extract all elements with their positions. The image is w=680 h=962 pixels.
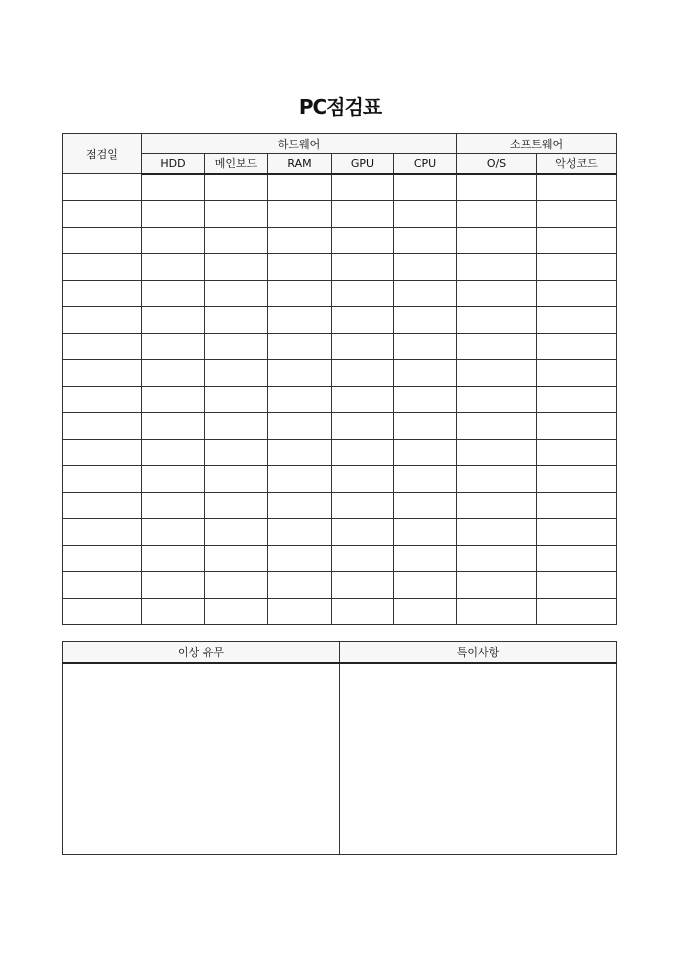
ram-cell[interactable]	[268, 439, 332, 466]
gpu-cell[interactable]	[332, 227, 394, 254]
mainboard-cell[interactable]	[205, 386, 268, 413]
hdd-cell[interactable]	[142, 360, 205, 387]
table-row	[63, 519, 617, 546]
os-cell[interactable]	[457, 413, 537, 440]
malware-cell[interactable]	[537, 466, 617, 493]
os-cell[interactable]	[457, 174, 537, 201]
malware-cell[interactable]	[537, 333, 617, 360]
hdd-cell[interactable]	[142, 545, 205, 572]
table-row	[63, 307, 617, 334]
cpu-cell[interactable]	[394, 386, 457, 413]
hdd-cell[interactable]	[142, 254, 205, 281]
table-row	[63, 545, 617, 572]
remarks-field[interactable]	[340, 663, 617, 855]
gpu-cell[interactable]	[332, 439, 394, 466]
ram-cell[interactable]	[268, 201, 332, 228]
malware-cell[interactable]	[537, 598, 617, 625]
cpu-cell[interactable]	[394, 413, 457, 440]
hdd-cell[interactable]	[142, 307, 205, 334]
malware-cell[interactable]	[537, 307, 617, 334]
date-cell[interactable]	[63, 360, 142, 387]
date-cell[interactable]	[63, 413, 142, 440]
malware-cell[interactable]	[537, 492, 617, 519]
mainboard-cell[interactable]	[205, 572, 268, 599]
header-ram: RAM	[268, 154, 332, 174]
mainboard-cell[interactable]	[205, 360, 268, 387]
cpu-cell[interactable]	[394, 333, 457, 360]
os-cell[interactable]	[457, 360, 537, 387]
os-cell[interactable]	[457, 572, 537, 599]
gpu-cell[interactable]	[332, 466, 394, 493]
hdd-cell[interactable]	[142, 174, 205, 201]
header-cpu: CPU	[394, 154, 457, 174]
ram-cell[interactable]	[268, 466, 332, 493]
hdd-cell[interactable]	[142, 598, 205, 625]
ram-cell[interactable]	[268, 254, 332, 281]
mainboard-cell[interactable]	[205, 227, 268, 254]
os-cell[interactable]	[457, 545, 537, 572]
issue-status-field[interactable]	[63, 663, 340, 855]
hdd-cell[interactable]	[142, 386, 205, 413]
os-cell[interactable]	[457, 254, 537, 281]
malware-cell[interactable]	[537, 439, 617, 466]
date-cell[interactable]	[63, 254, 142, 281]
table-row	[63, 492, 617, 519]
date-cell[interactable]	[63, 201, 142, 228]
header-mainboard: 메인보드	[205, 154, 268, 174]
cpu-cell[interactable]	[394, 201, 457, 228]
malware-cell[interactable]	[537, 572, 617, 599]
header-os: O/S	[457, 154, 537, 174]
table-row	[63, 466, 617, 493]
date-cell[interactable]	[63, 333, 142, 360]
gpu-cell[interactable]	[332, 572, 394, 599]
mainboard-cell[interactable]	[205, 174, 268, 201]
malware-cell[interactable]	[537, 386, 617, 413]
cpu-cell[interactable]	[394, 280, 457, 307]
hdd-cell[interactable]	[142, 227, 205, 254]
table-row	[63, 598, 617, 625]
gpu-cell[interactable]	[332, 413, 394, 440]
gpu-cell[interactable]	[332, 280, 394, 307]
date-cell[interactable]	[63, 572, 142, 599]
cpu-cell[interactable]	[394, 545, 457, 572]
date-cell[interactable]	[63, 280, 142, 307]
header-malware: 악성코드	[537, 154, 617, 174]
mainboard-cell[interactable]	[205, 254, 268, 281]
header-hdd: HDD	[142, 154, 205, 174]
malware-cell[interactable]	[537, 227, 617, 254]
cpu-cell[interactable]	[394, 360, 457, 387]
ram-cell[interactable]	[268, 413, 332, 440]
malware-cell[interactable]	[537, 254, 617, 281]
cpu-cell[interactable]	[394, 174, 457, 201]
os-cell[interactable]	[457, 519, 537, 546]
cpu-cell[interactable]	[394, 598, 457, 625]
table-row	[63, 333, 617, 360]
table-row	[63, 201, 617, 228]
os-cell[interactable]	[457, 227, 537, 254]
hdd-cell[interactable]	[142, 519, 205, 546]
cpu-cell[interactable]	[394, 227, 457, 254]
ram-cell[interactable]	[268, 519, 332, 546]
malware-cell[interactable]	[537, 519, 617, 546]
os-cell[interactable]	[457, 439, 537, 466]
header-remarks: 특이사항	[340, 642, 617, 664]
ram-cell[interactable]	[268, 360, 332, 387]
table-row	[63, 413, 617, 440]
cpu-cell[interactable]	[394, 492, 457, 519]
gpu-cell[interactable]	[332, 545, 394, 572]
hdd-cell[interactable]	[142, 439, 205, 466]
mainboard-cell[interactable]	[205, 492, 268, 519]
date-cell[interactable]	[63, 386, 142, 413]
notes-table	[62, 641, 617, 855]
date-cell[interactable]	[63, 466, 142, 493]
date-cell[interactable]	[63, 174, 142, 201]
header-group-hardware: 하드웨어	[142, 134, 457, 154]
gpu-cell[interactable]	[332, 333, 394, 360]
ram-cell[interactable]	[268, 227, 332, 254]
header-gpu: GPU	[332, 154, 394, 174]
date-cell[interactable]	[63, 227, 142, 254]
gpu-cell[interactable]	[332, 386, 394, 413]
gpu-cell[interactable]	[332, 492, 394, 519]
ram-cell[interactable]	[268, 598, 332, 625]
table-row	[63, 280, 617, 307]
table-row	[63, 572, 617, 599]
os-cell[interactable]	[457, 333, 537, 360]
mainboard-cell[interactable]	[205, 598, 268, 625]
gpu-cell[interactable]	[332, 307, 394, 334]
malware-cell[interactable]	[537, 201, 617, 228]
table-row	[63, 254, 617, 281]
malware-cell[interactable]	[537, 413, 617, 440]
table-row	[63, 439, 617, 466]
os-cell[interactable]	[457, 307, 537, 334]
ram-cell[interactable]	[268, 280, 332, 307]
page-title: PC점검표	[298, 95, 382, 119]
date-cell[interactable]	[63, 439, 142, 466]
header-issue-status: 이상 유무	[63, 642, 340, 664]
hdd-cell[interactable]	[142, 572, 205, 599]
hdd-cell[interactable]	[142, 280, 205, 307]
cpu-cell[interactable]	[394, 519, 457, 546]
malware-cell[interactable]	[537, 360, 617, 387]
inspection-table-body	[63, 174, 617, 625]
gpu-cell[interactable]	[332, 519, 394, 546]
mainboard-cell[interactable]	[205, 519, 268, 546]
hdd-cell[interactable]	[142, 492, 205, 519]
table-row	[63, 227, 617, 254]
malware-cell[interactable]	[537, 545, 617, 572]
cpu-cell[interactable]	[394, 572, 457, 599]
os-cell[interactable]	[457, 466, 537, 493]
mainboard-cell[interactable]	[205, 413, 268, 440]
mainboard-cell[interactable]	[205, 439, 268, 466]
table-row	[63, 360, 617, 387]
date-cell[interactable]	[63, 545, 142, 572]
os-cell[interactable]	[457, 492, 537, 519]
hdd-cell[interactable]	[142, 466, 205, 493]
table-row	[63, 174, 617, 201]
gpu-cell[interactable]	[332, 360, 394, 387]
os-cell[interactable]	[457, 280, 537, 307]
hdd-cell[interactable]	[142, 201, 205, 228]
malware-cell[interactable]	[537, 280, 617, 307]
mainboard-cell[interactable]	[205, 201, 268, 228]
hdd-cell[interactable]	[142, 413, 205, 440]
gpu-cell[interactable]	[332, 254, 394, 281]
ram-cell[interactable]	[268, 174, 332, 201]
date-cell[interactable]	[63, 598, 142, 625]
mainboard-cell[interactable]	[205, 466, 268, 493]
mainboard-cell[interactable]	[205, 280, 268, 307]
cpu-cell[interactable]	[394, 254, 457, 281]
date-cell[interactable]	[63, 307, 142, 334]
date-cell[interactable]	[63, 519, 142, 546]
inspection-table	[62, 133, 617, 625]
header-group-software: 소프트웨어	[457, 134, 617, 154]
cpu-cell[interactable]	[394, 307, 457, 334]
mainboard-cell[interactable]	[205, 333, 268, 360]
ram-cell[interactable]	[268, 386, 332, 413]
malware-cell[interactable]	[537, 174, 617, 201]
cpu-cell[interactable]	[394, 439, 457, 466]
os-cell[interactable]	[457, 386, 537, 413]
hdd-cell[interactable]	[142, 333, 205, 360]
header-inspection-date: 점검일	[63, 134, 142, 174]
date-cell[interactable]	[63, 492, 142, 519]
mainboard-cell[interactable]	[205, 307, 268, 334]
ram-cell[interactable]	[268, 333, 332, 360]
gpu-cell[interactable]	[332, 201, 394, 228]
ram-cell[interactable]	[268, 307, 332, 334]
gpu-cell[interactable]	[332, 174, 394, 201]
mainboard-cell[interactable]	[205, 545, 268, 572]
gpu-cell[interactable]	[332, 598, 394, 625]
os-cell[interactable]	[457, 598, 537, 625]
ram-cell[interactable]	[268, 572, 332, 599]
ram-cell[interactable]	[268, 492, 332, 519]
ram-cell[interactable]	[268, 545, 332, 572]
os-cell[interactable]	[457, 201, 537, 228]
cpu-cell[interactable]	[394, 466, 457, 493]
table-row	[63, 386, 617, 413]
